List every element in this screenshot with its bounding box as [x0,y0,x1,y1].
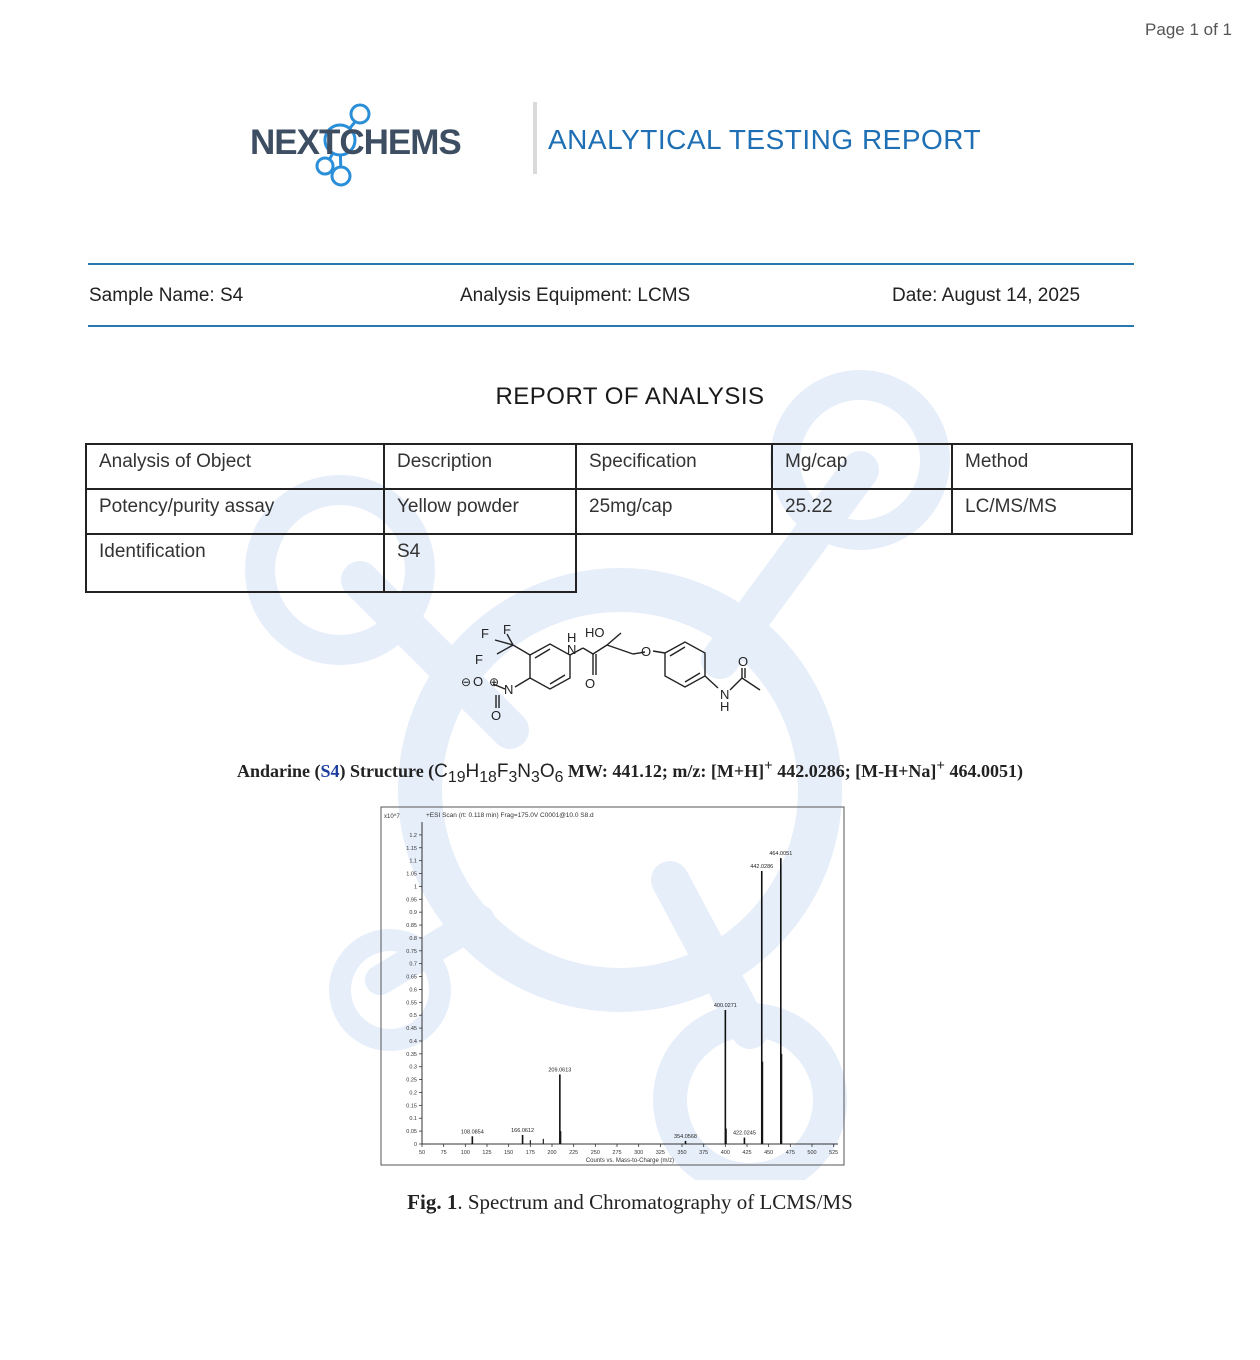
peak-label: 209.0613 [548,1067,572,1074]
x-tick-label: 500 [807,1150,817,1156]
x-tick-label: 375 [699,1150,709,1156]
y-tick-label: 0.95 [406,897,417,904]
formula-f: F [496,761,509,782]
mw-text: MW: 441.12; m/z: [M+H] [563,761,765,781]
peak-label: 400.0271 [713,1003,737,1010]
x-tick-label: 50 [418,1150,426,1156]
y-tick-label: 0.4 [409,1038,417,1045]
x-axis-label: Counts vs. Mass-to-Charge (m/z) [585,1158,675,1164]
structure-nitro-o1: O [473,674,484,689]
formula-h: H [465,761,480,782]
y-tick-label: 0.05 [406,1129,417,1136]
peak-label: 354.0568 [674,1133,697,1140]
header-mg-cap: Mg/cap [772,444,952,489]
y-tick-label: 0.25 [406,1077,417,1084]
charge-1: + [764,758,773,774]
formula-h-count: 18 [479,768,497,786]
formula-c-count: 19 [447,768,466,786]
structure-amide-n: N [720,687,730,702]
y-tick-label: 0.35 [406,1051,417,1058]
structure-nitro-o2: O [491,708,502,723]
y-tick-label: 1.15 [406,845,417,852]
header-specification: Specification [576,444,772,489]
header-description: Description [384,444,576,489]
table-row [86,534,1132,592]
cell-method: LC/MS/MS [952,489,1132,534]
y-tick-label: 0.9 [409,910,417,917]
y-tick-label: 0.2 [409,1090,417,1097]
cell-identification: Identification [86,534,384,592]
structure-amide-h: H [720,699,730,714]
report-type-title: ANALYTICAL TESTING REPORT [548,124,982,155]
logo-text: NEXTCHEMS [250,123,461,162]
structure-nh-n: N [567,642,577,657]
compound-name: Andarine ( [237,761,321,781]
y-tick-label: 0.15 [406,1103,417,1110]
chart-title: +ESI Scan (rt: 0.118 min) Frag=175.0V C0001@10.0 S8.d [426,812,594,819]
y-tick-label: 0.45 [406,1026,417,1033]
cell-mg-cap: 25.22 [772,489,952,534]
formula-o-count: 6 [554,768,564,786]
structure-minus: ⊖ [461,675,472,689]
formula-caption [0,758,1260,787]
formula-c: C [434,761,448,782]
y-tick-label: 0.5 [409,1013,417,1020]
structure-nh-h: H [567,630,577,645]
cell-identification-value: S4 [384,534,576,592]
results-table [85,443,1133,593]
empty-cell [576,534,1132,592]
formula-n: N [517,761,532,782]
x-tick-label: 450 [764,1150,774,1156]
y-tick-label: 0 [413,1142,417,1148]
chart-frame [381,807,844,1165]
peak-label: 108.0854 [460,1129,484,1136]
report-date: Date: August 14, 2025 [892,285,1081,306]
peak-label: 464.0051 [769,851,793,858]
page-number: Page 1 of 1 [1145,20,1232,39]
structure-plus: ⊕ [489,675,500,689]
peak-label: 166.0612 [511,1127,535,1134]
y-tick-label: 0.8 [409,935,417,942]
y-tick-label: 0.55 [406,1000,417,1007]
mz-text-1: 442.0286; [M-H+Na] [772,761,937,781]
peak-label: 422.0245 [732,1130,756,1137]
figure-caption [0,1190,1260,1215]
formula-n-count: 3 [531,768,540,786]
charge-2: + [936,758,945,774]
x-tick-label: 75 [440,1150,447,1156]
y-tick-label: 0.65 [406,974,417,981]
structure-f1: F [481,626,489,641]
structure-ho: HO [585,625,605,640]
structure-f3: F [475,652,483,667]
header-analysis-object: Analysis of Object [86,444,384,489]
x-tick-label: 150 [504,1150,514,1156]
y-axis-exponent: x10^7 [384,814,400,820]
x-tick-label: 100 [460,1150,470,1156]
x-tick-label: 175 [525,1150,535,1156]
x-tick-label: 300 [634,1150,644,1156]
y-tick-label: 0.3 [409,1064,417,1071]
cell-assay: Potency/purity assay [86,489,384,534]
x-tick-label: 350 [677,1150,687,1156]
top-rule [88,263,1134,265]
y-tick-label: 0.85 [406,923,417,930]
nextchems-logo [248,100,533,192]
y-tick-label: 0.7 [409,961,417,968]
report-of-analysis-title: REPORT OF ANALYSIS [495,383,765,410]
structure-acetyl-o: O [738,654,749,669]
x-tick-label: 525 [829,1150,839,1156]
x-tick-label: 475 [785,1150,795,1156]
x-tick-label: 125 [482,1150,492,1156]
mass-spectrum-chart [380,806,845,1166]
y-tick-label: 1.2 [409,832,417,839]
y-tick-label: 0.1 [409,1116,417,1123]
x-tick-label: 225 [569,1150,579,1156]
y-tick-label: 1.1 [409,858,417,865]
table-row [86,489,1132,534]
x-tick-label: 425 [742,1150,752,1156]
x-tick-label: 275 [612,1150,622,1156]
x-tick-label: 400 [720,1150,730,1156]
figure-caption-text: . Spectrum and Chromatography of LCMS/MS [457,1190,853,1214]
x-tick-label: 325 [655,1150,665,1156]
y-tick-label: 0.6 [409,987,417,994]
structure-f2: F [503,622,511,637]
y-tick-label: 0.75 [406,948,417,955]
formula-o: O [539,761,555,782]
header-method: Method [952,444,1132,489]
structure-nitro-n: N [504,682,514,697]
compound-code: S4 [320,761,340,781]
analysis-equipment: Analysis Equipment: LCMS [460,285,691,306]
figure-label: Fig. 1 [407,1190,458,1214]
andarine-structure-diagram [455,620,775,730]
structure-ether-o: O [641,644,652,659]
x-tick-label: 250 [590,1150,600,1156]
logo-divider [533,102,537,174]
y-tick-label: 1 [413,884,417,891]
structure-carbonyl-o: O [585,676,596,691]
mz-text-2: 464.0051) [944,761,1023,781]
structure-label: ) Structure ( [339,761,435,781]
peak-label: 442.0286 [750,863,774,870]
cell-specification: 25mg/cap [576,489,772,534]
x-tick-label: 200 [547,1150,557,1156]
y-tick-label: 1.05 [406,871,417,878]
cell-description: Yellow powder [384,489,576,534]
formula-f-count: 3 [508,768,518,786]
sample-name: Sample Name: S4 [89,285,244,306]
table-header-row [86,444,1132,489]
bottom-rule [88,325,1134,327]
